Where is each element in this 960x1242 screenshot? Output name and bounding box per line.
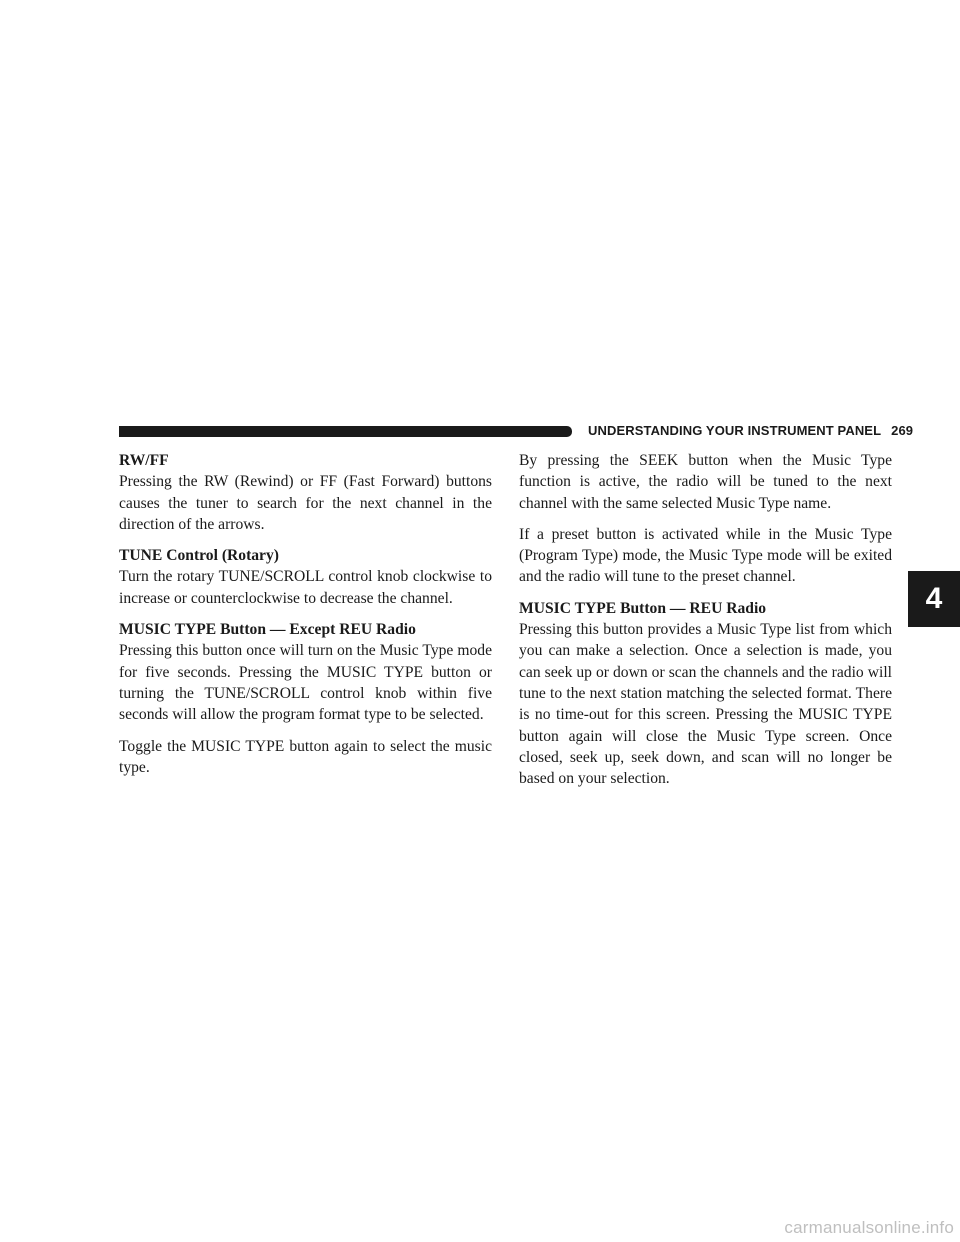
right-column bbox=[519, 450, 892, 799]
preset-paragraph: If a preset button is activated while in the Music Type (Program Type) mode, the Music Type mode will be exited and the radio will tune to the preset channel. bbox=[519, 525, 892, 586]
music-type-reu-heading: MUSIC TYPE Button — REU Radio bbox=[519, 599, 767, 617]
section-title: UNDERSTANDING YOUR INSTRUMENT PANEL bbox=[588, 423, 882, 438]
page-number: 269 bbox=[891, 423, 914, 438]
tune-control-heading: TUNE Control (Rotary) bbox=[119, 547, 279, 565]
rwff-paragraph: Pressing the RW (Rewind) or FF (Fast Forward) buttons causes the tuner to search for the next channel in the direction of the arrows. bbox=[119, 473, 492, 533]
toggle-music-type-paragraph: Toggle the MUSIC TYPE button again to select the music type. bbox=[119, 737, 492, 776]
music-type-except-reu-heading: MUSIC TYPE Button — Except REU Radio bbox=[119, 621, 416, 639]
rwff-heading: RW/FF bbox=[119, 452, 169, 469]
seek-paragraph: By pressing the SEEK button when the Music Type function is active, the radio will be tuned to the next channel with the same selected Music Type name. bbox=[519, 452, 892, 512]
music-type-except-reu-paragraph: Pressing this button once will turn on the Music Type mode for five seconds. Pressing the MUSIC TYPE button or turning the TUNE/SCROLL control knob within five seconds will allow the program format type to be selected. bbox=[119, 642, 492, 724]
running-header bbox=[588, 421, 913, 441]
header-rule bbox=[119, 426, 572, 437]
tune-control-paragraph: Turn the rotary TUNE/SCROLL control knob clockwise to increase or counterclockwise to decrease the channel. bbox=[119, 568, 492, 607]
left-column bbox=[119, 450, 492, 788]
music-type-reu-paragraph: Pressing this button provides a Music Type list from which you can make a selection. Once a selection is made, you can seek up or down or scan the channels and the radio will tune to the next station matching the selected format. There is no time-out for this screen. Pressing the MUSIC TYPE button again will close the Music Type screen. Once closed, seek up, seek down, and scan will no longer be based on your selection. bbox=[519, 621, 892, 788]
watermark: carmanualsonline.info bbox=[784, 1218, 954, 1237]
chapter-tab: 4 bbox=[908, 571, 960, 627]
